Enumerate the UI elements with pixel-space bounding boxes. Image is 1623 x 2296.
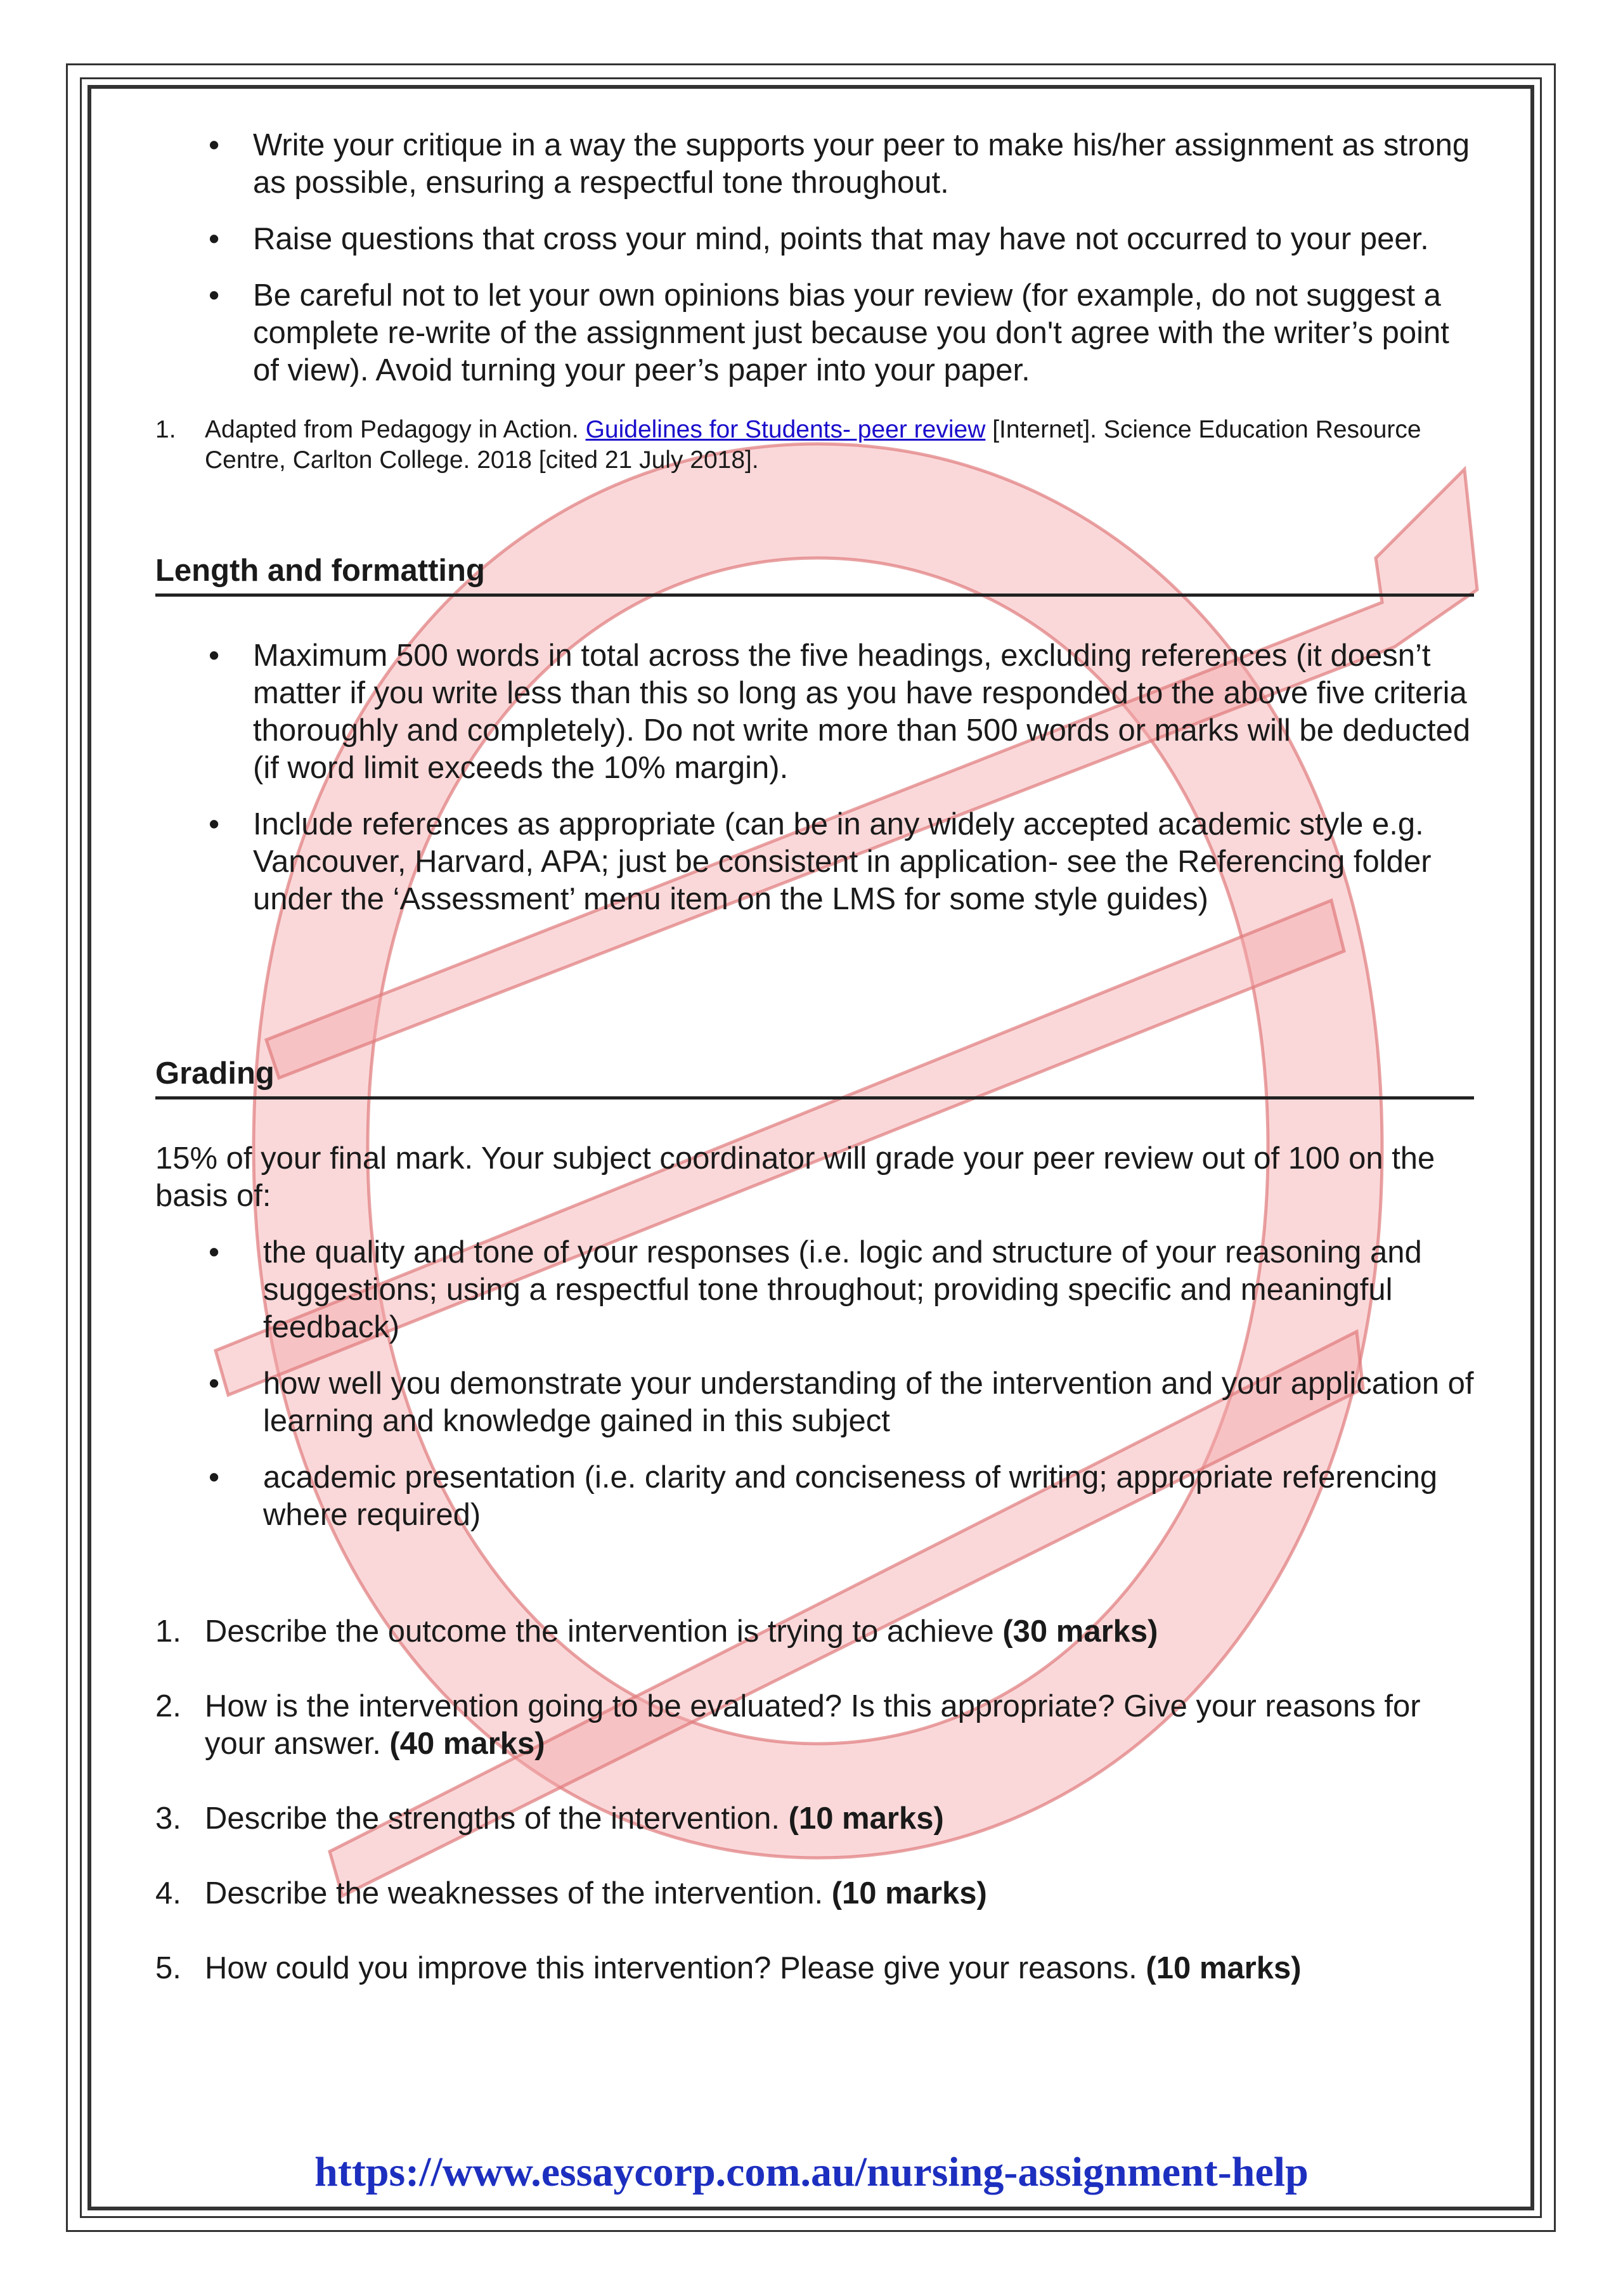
bullet-icon: •	[209, 639, 220, 673]
question-item: 3. Describe the strengths of the intervention. (10 marks)	[155, 1801, 944, 1836]
list-item: • Include references as appropriate (can be in any widely accepted academic style e.g. Vancouver, Harvard, APA; just be consistent in application- see the Referencing folder under the ‘Assessment’ menu item on the LMS for some style guides)	[209, 807, 1432, 916]
marks-label: (10 marks)	[788, 1801, 944, 1836]
document-body	[155, 127, 1474, 2025]
list-item: • Write your critique in a way the supports your peer to make his/her assignment as strong as possible, ensuring a respectful tone throughout.	[209, 128, 1470, 200]
question-item: 1. Describe the outcome the intervention is trying to achieve (30 marks)	[155, 1614, 1158, 1649]
bullet-icon: •	[209, 1235, 220, 1269]
marks-label: (10 marks)	[1146, 1951, 1302, 1985]
length-bullet-list	[155, 637, 1474, 918]
bullet-icon: •	[209, 128, 220, 162]
section-heading-grading: Grading	[155, 1054, 1474, 1099]
list-item: • Be careful not to let your own opinions bias your review (for example, do not suggest a complete re-write of the assignment just because you don't agree with the writer’s point of view). Avoid turning your peer’s paper into your paper.	[209, 278, 1449, 387]
footnote: 1. Adapted from Pedagogy in Action. Guidelines for Students- peer review [Internet]. Science Education Resource Centre, Carlton College. 2018 [cited 21 July 2018].	[155, 416, 1421, 474]
question-item: 2. How is the intervention going to be evaluated? Is this appropriate? Give your reasons for your answer. (40 marks)	[155, 1689, 1421, 1761]
bullet-icon: •	[209, 278, 220, 313]
bullet-icon: •	[209, 222, 220, 256]
question-list	[155, 1613, 1474, 1987]
intro-bullet-list	[155, 127, 1474, 389]
guidelines-link[interactable]: Guidelines for Students- peer review	[585, 416, 986, 443]
marks-label: (40 marks)	[389, 1727, 545, 1761]
list-item: • academic presentation (i.e. clarity and conciseness of writing; appropriate referencing where required)	[209, 1460, 1438, 1532]
bullet-icon: •	[209, 1366, 220, 1401]
list-item: • Raise questions that cross your mind, points that may have not occurred to your peer.	[155, 221, 1474, 258]
footer-url[interactable]: https://www.essaycorp.com.au/nursing-assignment-help	[314, 2149, 1309, 2195]
section-heading-length: Length and formatting	[155, 552, 1474, 597]
question-item: 5. How could you improve this intervention? Please give your reasons. (10 marks)	[155, 1951, 1302, 1985]
marks-label: (10 marks)	[831, 1876, 987, 1910]
question-item: 4. Describe the weaknesses of the intervention. (10 marks)	[155, 1876, 987, 1910]
marks-label: (30 marks)	[1002, 1614, 1158, 1649]
list-item: • Maximum 500 words in total across the five headings, excluding references (it doesn’t matter if you write less than this so long as you have responded to the above five criteria thoroughly and completely). Do not write more than 500 words or marks will be deducted (if word limit exceeds the 10% margin).	[209, 639, 1471, 785]
list-item: • the quality and tone of your responses (i.e. logic and structure of your reasoning and suggestions; using a respectful tone throughout; providing specific and meaningful feedback)	[209, 1235, 1422, 1344]
grading-intro: 15% of your final mark. Your subject coordinator will grade your peer review out of 100 on the basis of:	[155, 1141, 1435, 1213]
bullet-icon: •	[209, 1460, 220, 1495]
list-item: • how well you demonstrate your understanding of the intervention and your application of learning and knowledge gained in this subject	[209, 1366, 1474, 1438]
bullet-icon: •	[209, 807, 220, 841]
grading-bullet-list	[155, 1234, 1474, 1534]
